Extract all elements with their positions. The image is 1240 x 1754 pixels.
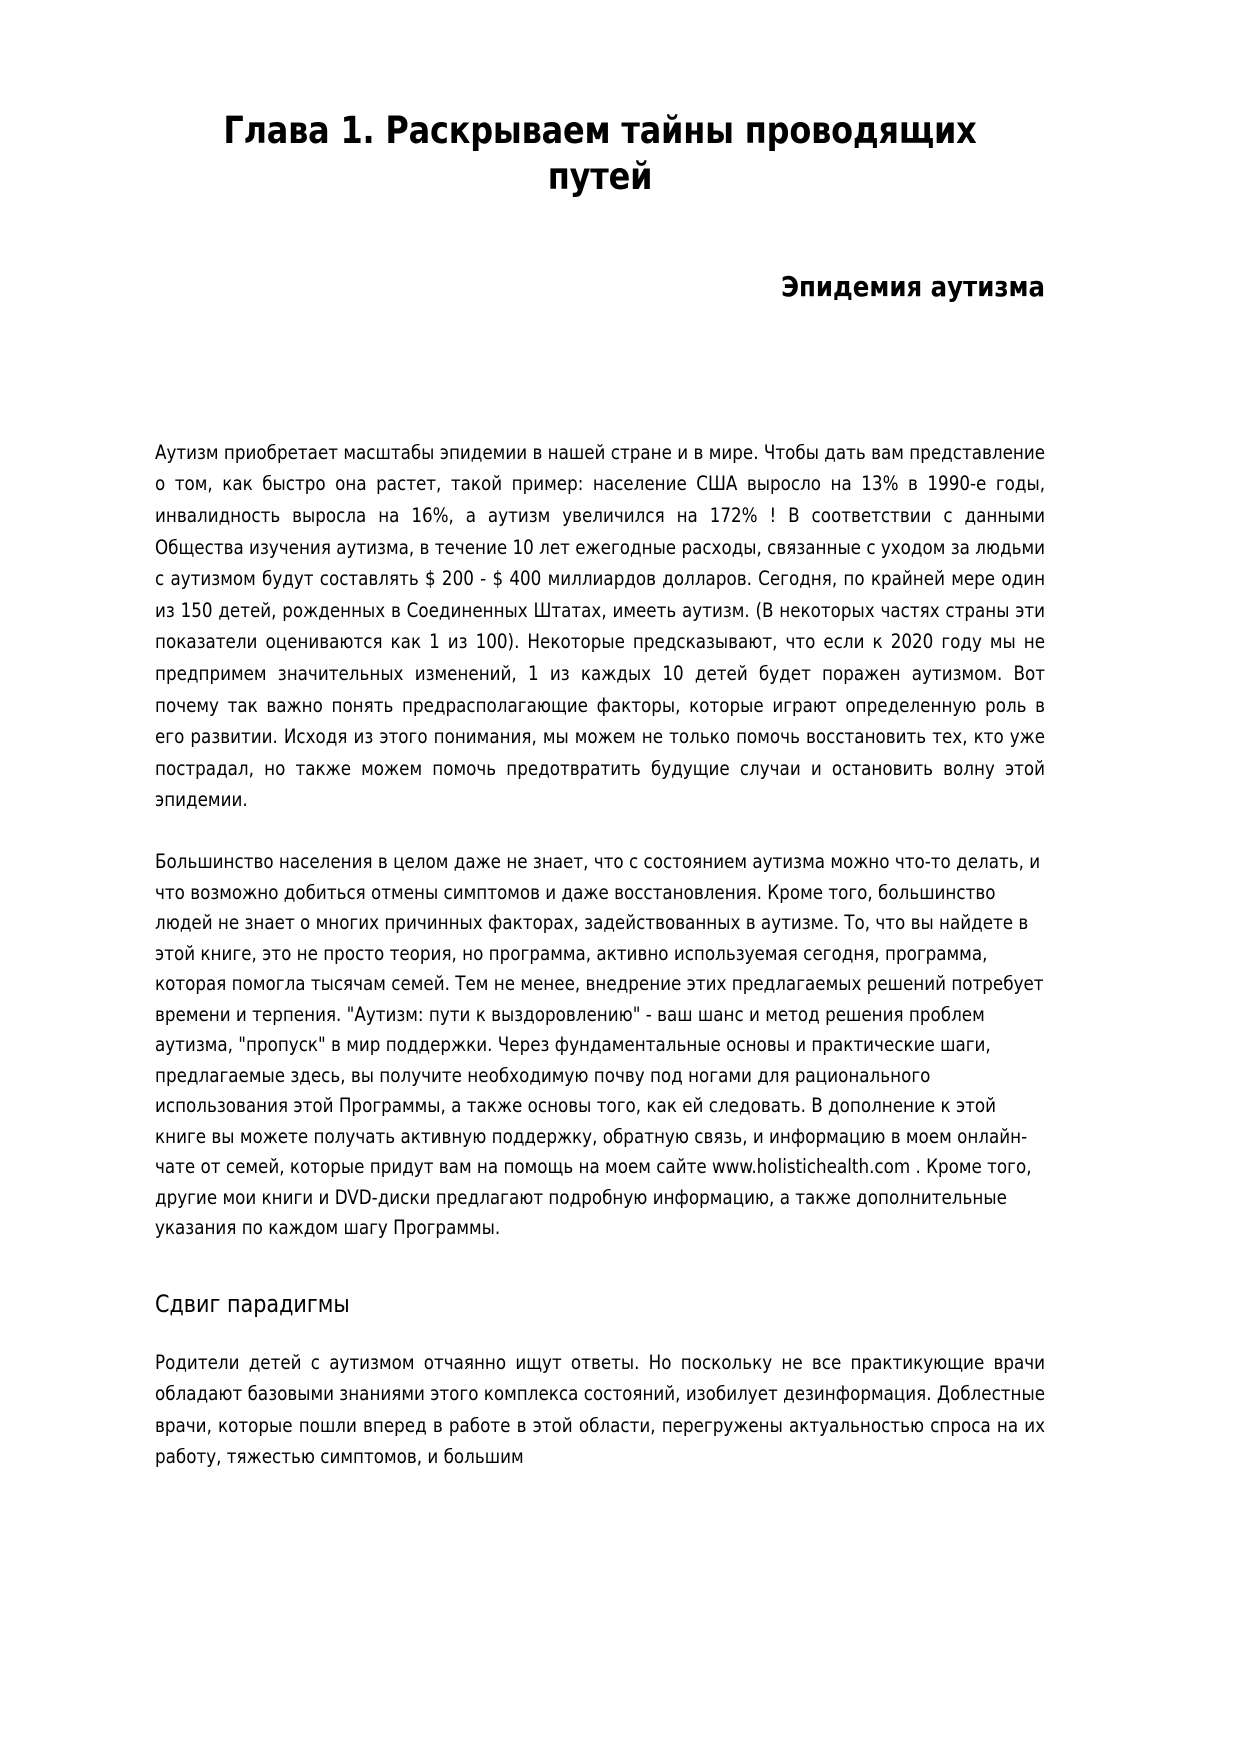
- sub-heading-paradigm-shift: Сдвиг парадигмы: [155, 1289, 350, 1318]
- body-paragraph-2: Большинство населения в целом даже не знает, что с состоянием аутизма можно что-то делать, и что возможно добиться отмены симптомов и даже восстановления. Кроме того, большинство людей не знает о многих причинных факторах, задействованных в аутизме. То, что вы найдете в этой книге, это не просто теория, но программа, активно используемая сегодня, программа, которая помогла тысячам семей. Тем не менее, внедрение этих предлагаемых решений потребует времени и терпения. "Аутизм: пути к выздоровлению" - ваш шанс и метод решения проблем аутизма, "пропуск" в мир поддержки. Через фундаментальные основы и практические шаги, предлагаемые здесь, вы получите необходимую почву под ногами для рационального использования этой Программы, а также основы того, как ей следовать. В дополнение к этой книге вы можете получать активную поддержку, обратную связь, и информацию в моем онлайн-чате от семей, которые придут вам на помощь на моем сайте www.holistichealth.com . Кроме того, другие мои книги и DVD-диски предлагают подробную информацию, а также дополнительные указания по каждом шагу Программы.: [155, 850, 1044, 1240]
- body-paragraph-3: Родители детей с аутизмом отчаянно ищут ответы. Но поскольку не все практикующие врачи обладают базовыми знаниями этого комплекса состояний, изобилует дезинформация. Доблестные врачи, которые пошли вперед в работе в этой области, перегружены актуальностью спроса на их работу, тяжестью симптомов, и большим: [155, 1350, 1046, 1469]
- body-paragraph-1: Аутизм приобретает масштабы эпидемии в нашей стране и в мире. Чтобы дать вам представление о том, как быстро она растет, такой пример: население США выросло на 13% в 1990-е годы, инвалидность выросла на 16%, а аутизм увеличился на 172% ! В соответствии с данными Общества изучения аутизма, в течение 10 лет ежегодные расходы, связанные с уходом за людьми с аутизмом будут составлять $ 200 - $ 400 миллиардов долларов. Сегодня, по крайней мере один из 150 детей, рожденных в Соединенных Штатах, имееть аутизм. (В некоторых частях страны эти показатели оцениваются как 1 из 100). Некоторые предсказывают, что если к 2020 году мы не предпримем значительных изменений, 1 из каждых 10 детей будет поражен аутизмом. Вот почему так важно понять предрасполагающие факторы, которые играют определенную роль в его развитии. Исходя из этого понимания, мы можем не только помочь восстановить тех, кто уже пострадал, но также можем помочь предотвратить будущие случаи и остановить волну этой эпидемии.: [155, 440, 1046, 812]
- section-subtitle: Эпидемия аутизма: [781, 269, 1045, 303]
- chapter-title: Глава 1. Раскрываем тайны проводящих путей: [223, 109, 977, 199]
- page-content: [155, 0, 1045, 1473]
